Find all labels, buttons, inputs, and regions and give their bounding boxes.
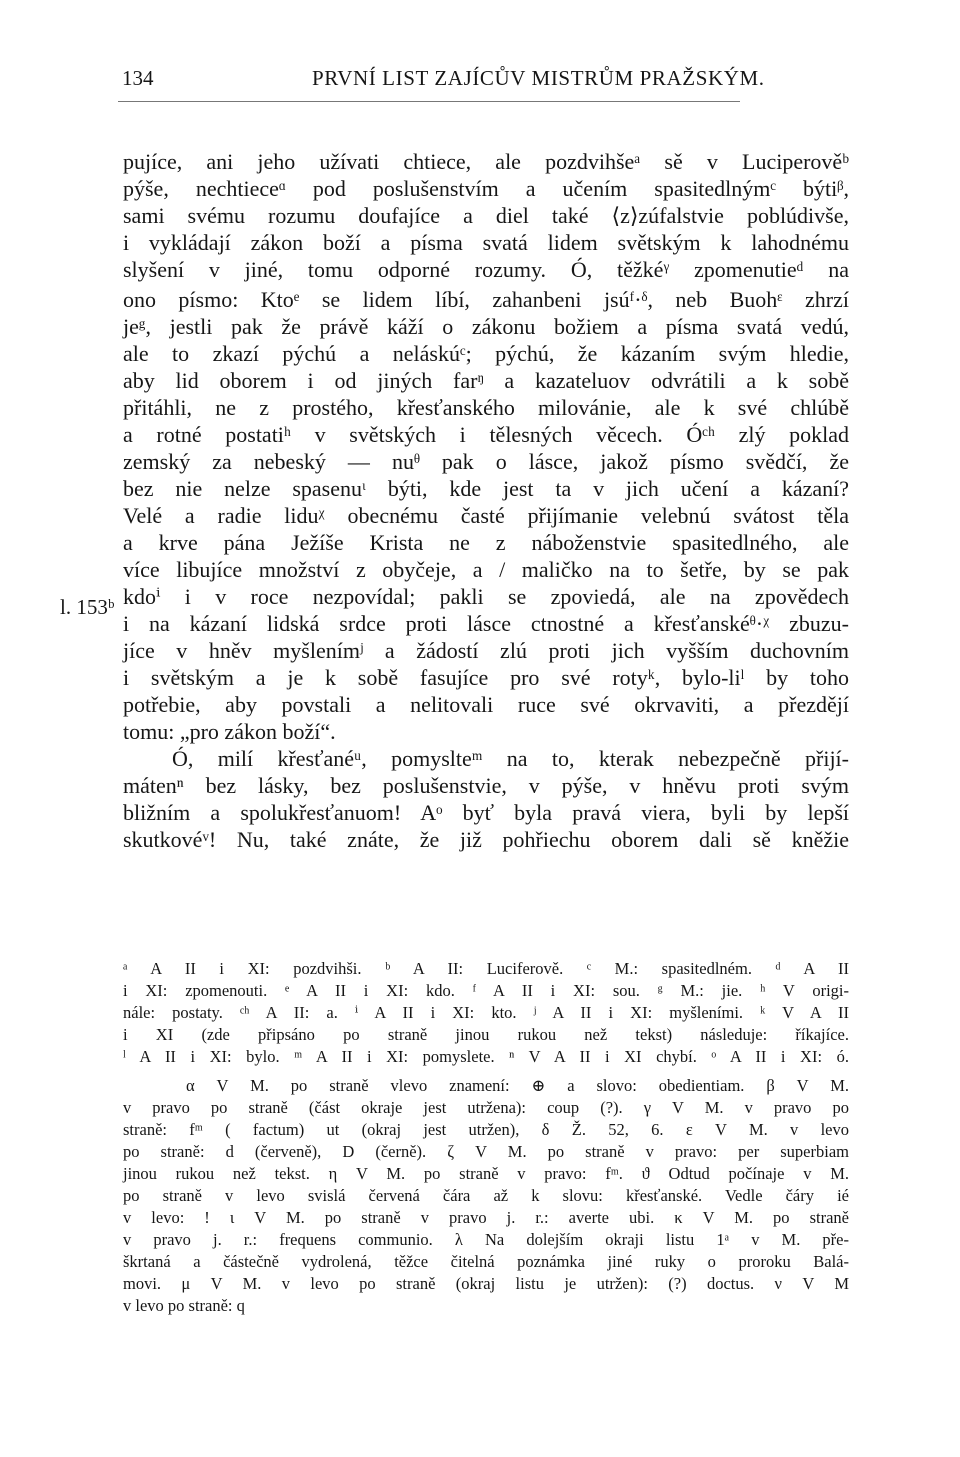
footnote-line: straně: fᵐ ( factum) ut (okraj jest utržen), δ Ž. 52, 6. ε V M. v levo: [123, 1120, 849, 1139]
footnote-line: i XI: zpomenouti. ᵉ A II i XI: kdo. ᶠ A II i XI: sou. ᵍ M.: jie. ʰ V origi-: [123, 981, 849, 1000]
footnote-line: v pravo j. r.: frequens communio. λ Na dolejším okraji listu 1ᵃ v M. pře-: [123, 1230, 849, 1249]
body-line: kdoⁱ i v roce nezpovídal; pakli se zpoviedá, ale na zpovědech: [123, 584, 849, 609]
body-line: přitáhli, ne z prostého, křesťanského milovánie, ale k své chlúbě: [123, 395, 849, 420]
footnote-line: po straně v levo svislá červená čára až k slovu: křesťanské. Vedle čáry ié: [123, 1186, 849, 1205]
footnote-line: v levo po straně: q: [123, 1296, 245, 1315]
body-line: mátenⁿ bez lásky, bez poslušenstvie, v pýše, v hněvu proti svým: [123, 773, 849, 798]
body-line: slyšení v jiné, tomu odporné rozumy. Ó, těžkéᵞ zpomenutieᵈ na: [123, 257, 849, 282]
body-line: aby lid oborem i od jiných farᵑ a kazateluov odvrátili a k sobě: [123, 368, 849, 393]
body-line: tomu: „pro zákon boží“.: [123, 719, 336, 744]
footnote-line: v pravo po straně (část okraje jest utržena): coup (?). γ V M. v pravo po: [123, 1098, 849, 1117]
page-header: [0, 60, 960, 100]
body-line: Velé a radie liduᵡ obecnému časté přijímanie velebnú svátost těla: [123, 503, 849, 528]
body-line: pýše, nechtieceᵅ pod poslušenstvím a učením spasitedlnýmᶜ býtiᵝ,: [123, 176, 849, 201]
body-line: ono písmo: Ktoᵉ se lidem líbí, zahanbeni jsúᶠ·ᵟ, neb Buohᵋ zhrzí: [123, 287, 849, 312]
body-line: i na kázaní lidská srdce proti lásce ctnostné a křesťanskéᶿ·ᵡ zbuzu-: [123, 611, 849, 636]
footnote-line: jinou rukou než tekst. η V M. po straně v pravo: fᵐ. ϑ Odtud počínaje v M.: [123, 1164, 849, 1183]
header-rule: [118, 101, 740, 102]
body-line: i světským a je k sobě fasujíce pro své rotyᵏ, bylo-liˡ by toho: [123, 665, 849, 690]
footnote-line: ᵃ A II i XI: pozdvihši. ᵇ A II: Luciferově. ᶜ M.: spasitedlném. ᵈ A II: [123, 959, 849, 978]
body-line: bližním a spolukřesťanuom! Aᵒ byť byla pravá viera, byli by lepší: [123, 800, 849, 825]
body-line: ale to zkazí pýchú a neláskúᶜ; pýchú, že kázaním svým hledie,: [123, 341, 849, 366]
running-title: PRVNÍ LIST ZAJÍCŮV MISTRŮM PRAŽSKÝM.: [312, 66, 765, 90]
body-line: bez nie nelze spasenuᶥ býti, kde jest ta v jich učení a kázaní?: [123, 476, 849, 501]
body-line: skutkovéᵛ! Nu, také znáte, že již pohřiechu oborem dali sě kněžie: [123, 827, 849, 852]
footnote-line: po straně: d (červeně), D (černě). ζ V M. po straně v pravo: per superbiam: [123, 1142, 849, 1161]
body-line: jíce v hněv myšlenímʲ a žádostí zlú proti jich vyšším duchovním: [123, 638, 849, 663]
footnote-line: v levo: ! ι V M. po straně v pravo j. r.: averte ubi. κ V M. po straně: [123, 1208, 849, 1227]
page-number: 134: [122, 66, 154, 90]
body-line: i vykládají zákon boží a písma svatá lidem světským k lahodnému: [123, 230, 849, 255]
body-line: sami svému rozumu doufajíce a diel také ⟨z⟩zúfalstvie poblúdivše,: [123, 203, 849, 228]
footnote-line: škrtaná a částečně vydrolená, těžce čitelná poznámka jiné ruky o proroku Balá-: [123, 1252, 849, 1271]
body-line: pujíce, ani jeho užívati chtiece, ale pozdvihšeᵃ sě v Luciperověᵇ: [123, 149, 849, 174]
footnote-line: ˡ A II i XI: bylo. ᵐ A II i XI: pomyslete. ⁿ V A II i XI chybí. ᵒ A II i XI: ó.: [123, 1047, 849, 1066]
footnote-line: nále: postaty. ᶜʰ A II: a. ⁱ A II i XI: kto. ʲ A II i XI: myšleními. ᵏ V A II: [123, 1003, 849, 1022]
footnote-line: α V M. po straně vlevo znamení: ⊕ a slovo: obedientiam. β V M.: [186, 1076, 849, 1095]
body-line: a krve pána Ježíše Krista ne z náboženstvie spasitedlného, ale: [123, 530, 849, 555]
body-line: Ó, milí křesťanéᵘ, pomyslteᵐ na to, kterak nebezpečně přijí-: [172, 746, 849, 771]
body-line: potřebie, aby povstali a nelitovali ruce své okrvaviti, a přezdějí: [123, 692, 849, 717]
footnote-line: movi. μ V M. v levo po straně (okraj listu je utržen): (?) doctus. ν V M: [123, 1274, 849, 1293]
body-line: více libujíce množství z obyčeje, a / maličko na to šetře, by se pak: [123, 557, 849, 582]
footnote-line: i XI (zde připsáno po straně jinou rukou než tekst) následuje: říkajíce.: [123, 1025, 849, 1044]
body-line: zemský za nebeský — nuᶿ pak o lásce, jakož písmo svědčí, že: [123, 449, 849, 474]
body-line: a rotné postatiʰ v světských i tělesných věcech. Óᶜʰ zlý poklad: [123, 422, 849, 447]
body-line: jeᵍ, jestli pak že právě káží o zákonu božiem a písma svatá vedú,: [123, 314, 849, 339]
folio-marker: l. 153ᵇ: [60, 595, 115, 619]
